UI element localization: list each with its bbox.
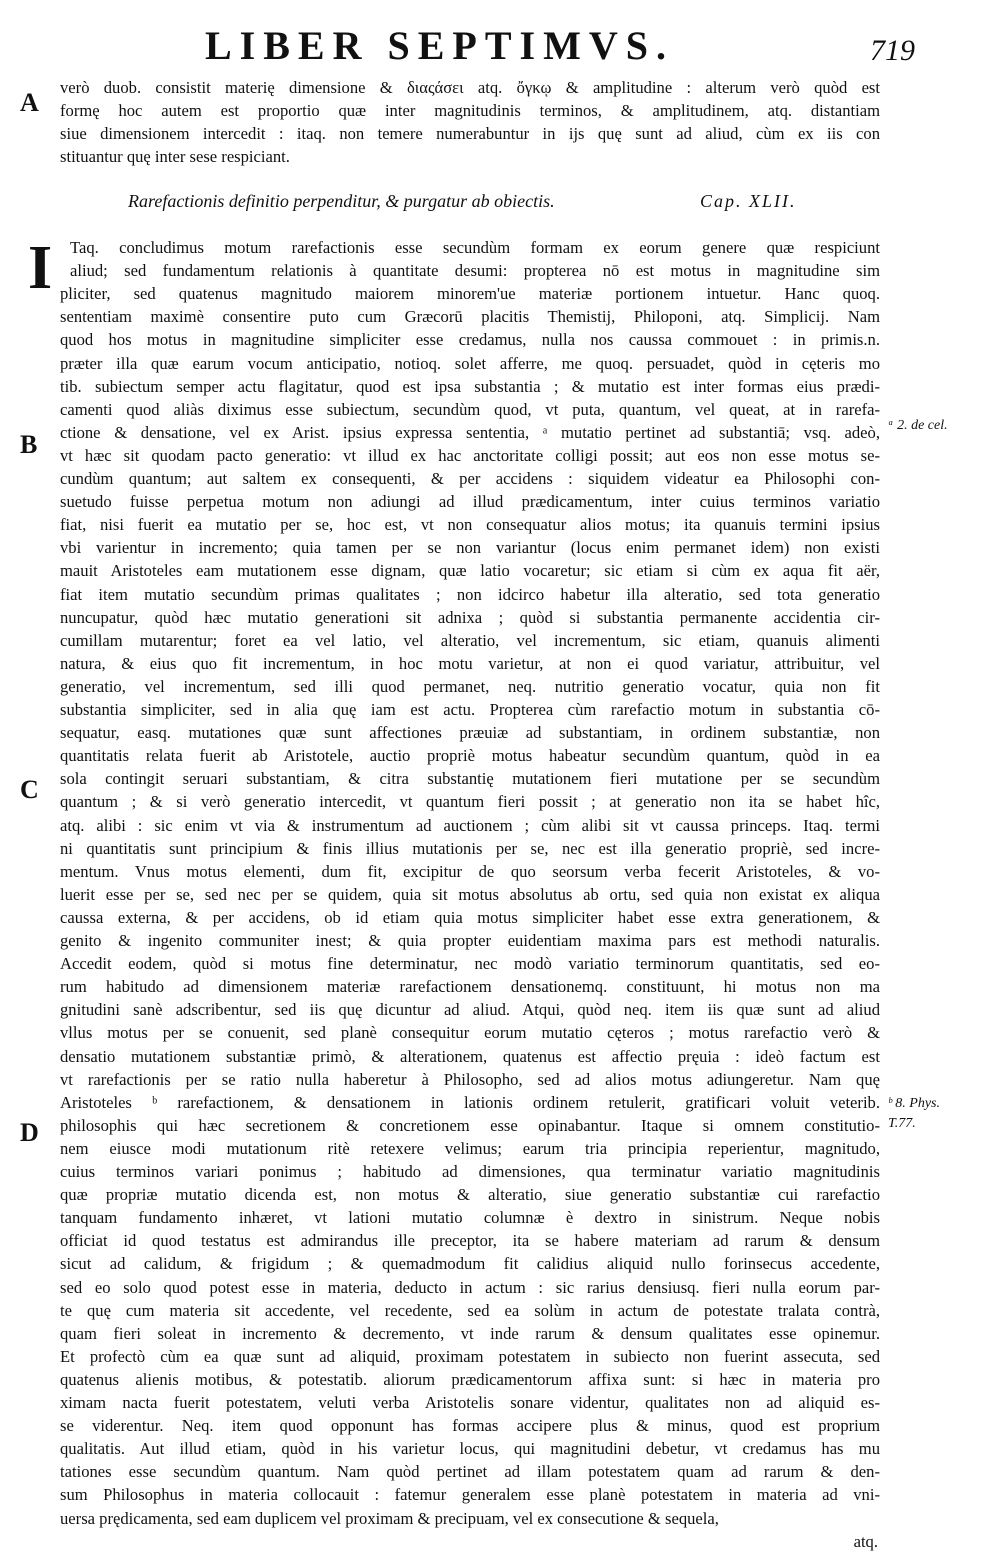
- body-line: ni quantitatis sunt principium & finis illius mutationis per se, nec est illa generatio propriè, sed incre-: [60, 838, 880, 858]
- body-line: camenti quod aliàs diximus esse subiectum, secundùm quod, vt puta, quantum, vel queat, at in rarefa-: [60, 399, 880, 419]
- body-line: ximam nacta fuerit potestatem, veluti verba Aristotelis sonare videntur, qualitates non ad aliquid es-: [60, 1393, 880, 1412]
- page-number: 719: [870, 34, 915, 67]
- body-line: pliciter, sed quatenus magnitudo maiorem minorem'ue materiæ portionem intuetur. Hanc quoq.: [60, 284, 880, 304]
- body-line: vbi varientur in incremento; quia tamen per se non variantur (locus enim permanet idem) non existi: [60, 538, 880, 558]
- body-line: sententiam maximè consentire puto cum Græcorū placitis Themistij, Philoponi, atq. Simplicij. Nam: [60, 307, 880, 327]
- body-line: caussa externa, & per accidens, ob id etiam quia motus simpliciter habet esse extra generationem, &: [60, 907, 880, 927]
- body-line: quod hos motus in magnitudine simpliciter esse credamus, nulla nos caussa commouet : in primis.n.: [60, 330, 880, 350]
- drop-cap: I: [28, 234, 53, 302]
- side-note-de-caelo: ᵃ 2. de cel.: [888, 418, 948, 433]
- body-line: mauit Aristoteles eam mutationem esse dignam, quæ latio vocaretur; sic etiam si cùm ex aqua fit aër,: [60, 561, 880, 581]
- body-line: rum habitudo ad dimensionem materiæ rarefactionem densationemq. constituunt, hi motus non ma: [60, 977, 880, 997]
- chapter-number: Cap. XLII.: [700, 191, 797, 211]
- body-line: sum Philosophus in materia collocauit : fatemur generalem esse planè potestatem in materia ad vni-: [60, 1485, 880, 1505]
- body-line: quantitatis relata fuerit ab Aristotele, auctio propriè motus habeatur secundùm quantum, quòd in ea: [60, 746, 880, 766]
- body-line: vt rarefactionis per se ratio nulla haberetur à Philosopho, sed ad alios motus adiungeretur. Nam quę: [60, 1069, 880, 1089]
- margin-letter-b: B: [20, 430, 38, 459]
- margin-letter-d: D: [20, 1118, 39, 1147]
- body-line: sicut ad calidum, & frigidum ; & quemadmodum fit calidius aliquid nullo forinsecus accedente,: [60, 1254, 880, 1274]
- body-line: præter illa quæ earum vocum anticipatio, notioq. solet afferre, me quoq. persuadet, quòd in cęteris mo: [60, 353, 880, 373]
- body-line: uersa prędicamenta, sed eam duplicem vel proximam & precipuam, vel ex consecutione & sequela,: [60, 1508, 719, 1528]
- body-line: aliud; sed fundamentum relationis à quantitate desumi: propterea nō est motus in magnitudine sim: [70, 261, 880, 281]
- intro-line: formę hoc autem est proportio quæ inter magnitudinis terminos, & amplitudinem, atq. distantiam: [60, 101, 880, 120]
- body-line: quantum ; & si verò generatio intercedit, vt quantum fieri possit ; at generatio non ita se habet hîc,: [60, 792, 880, 812]
- body-line: se viderentur. Neq. item quod opponunt has formas accipere plus & minus, quod est proprium: [60, 1416, 880, 1436]
- body-line: philosophis qui hæc secretionem & concretionem esse opinabantur. Itaque si omnem constitutio-: [60, 1115, 880, 1135]
- catchword: atq.: [853, 1531, 878, 1551]
- margin-letter-c: C: [20, 775, 39, 804]
- body-line: cundùm quantum; aut saltem ex consequenti, & per accidens : siquidem videatur ea Philosophi con-: [60, 469, 880, 488]
- body-line: quæ propriæ mutatio dicenda est, non motus & alteratio, siue generatio substantiæ cui rarefactio: [60, 1185, 880, 1205]
- body-line: quatenus alienis motibus, & potestatib. aliorum prædicamentorum affixa sunt: si hæc in materia pro: [60, 1369, 880, 1389]
- body-line: tationes esse secundùm quantum. Nam quòd pertinet ad illam potestatem quam ad rarum & den-: [60, 1462, 880, 1482]
- body-line: cumillam mutarentur; foret ea vel latio, vel alteratio, vel incrementum, sic etiam, quanuis alimenti: [60, 630, 880, 650]
- body-line: luerit esse per se, sed nec per se quidem, quia sit motus absolutus ab ortu, sed quia non existat ex aliqua: [60, 884, 880, 904]
- body-line: fiat, nisi fuerit ea mutatio per se, hoc est, vt non consequatur alios motus; ita quanuis termini ipsius: [60, 515, 880, 535]
- side-note-textus: T.77.: [888, 1116, 916, 1131]
- body-line: Accedit eodem, quòd si motus fine determinatur, nec modò variatio terminorum quantitatis, sed eo-: [60, 954, 880, 974]
- body-line: tib. subiectum semper actu flagitatur, quod est ipsa substantia ; & mutatio est inter formas eius prædi-: [60, 376, 880, 396]
- body-line: nuncupatur, quòd hæc mutatio generationi sit adnixa ; quòd si substantia permanente accidentia cir-: [60, 607, 880, 627]
- body-line: natura, & eius quo fit incrementum, in hoc motu varietur, at non ei quod variatur, attribuitur, vel: [60, 653, 880, 673]
- body-line: substantia simpliciter, sed in alia quę iam est actu. Propterea cùm rarefactio motum in substantia cō-: [60, 700, 880, 719]
- body-line: fiat item mutatio secundùm primas qualitates ; non idcirco habetur illa alteratio, sed tota generatio: [60, 584, 880, 604]
- body-line: quam fieri soleat in incremento & decremento, vt inde rarum & densum qualitates esse opinemur.: [60, 1323, 880, 1343]
- body-line: Taq. concludimus motum rarefactionis esse secundùm formam ex eorum genere quæ respiciunt: [70, 238, 880, 257]
- body-line: atq. alibi : sic enim vt via & instrumentum ad auctionem ; cùm alibi sit vt caussa princeps. Itaq. termi: [60, 815, 880, 835]
- body-line: densatio mutationem substantiæ primò, & alterationem, quatenus est affectio pręuia : ideò factum est: [60, 1046, 880, 1066]
- body-line: qualitatis. Aut illud etiam, quòd in his varietur locus, qui magnitudini debetur, vt credamus has mu: [60, 1439, 880, 1459]
- body-line: cuius terminos variari ponimus ; habitudo ad dimensiones, qua terminatur variatio magnitudinis: [60, 1162, 880, 1181]
- body-line: vllus motus per se conuenit, sed planè consequitur eorum mutatio cęteros ; motus rarefactio verò &: [60, 1023, 880, 1043]
- body-line: suetudo fuisse perpetua motum non adiungi ad illud prædicamentum, inter cuius terminos variatio: [60, 492, 880, 512]
- body-line: officiat id quod testatus est admirandus ille preceptor, ita se habere materiam ad rarum & densum: [60, 1231, 880, 1251]
- intro-line: stituantur quę inter sese respiciant.: [60, 147, 290, 166]
- body-line: nem eiusce modi mutationum ritè retexere velimus; earum tria principia reperientur, magnitudo,: [60, 1138, 880, 1158]
- margin-letter-a: A: [20, 88, 39, 117]
- side-note-physics: ᵇ 8. Phys.: [888, 1096, 940, 1111]
- section-title: Rarefactionis definitio perpenditur, & purgatur ab obiectis.: [128, 191, 555, 211]
- intro-line: verò duob. consistit materię dimensione & διαςάσει atq. ὄγκῳ & amplitudine : alterum verò quòd est: [60, 78, 880, 97]
- intro-line: siue dimensionem intercedit : itaq. non temere numerabuntur in ijs quę sunt ad aliud, cùm ex iis con: [60, 124, 880, 143]
- body-line: sed eo solo quod potest esse in materia, deducto in actum : sic rarius densiusq. fieri nulla eorum par-: [60, 1277, 880, 1297]
- body-line: gnitudini sanè adscribentur, sed iis quę dicuntur ad aliud. Atqui, quòd neq. item iis quæ sunt ad aliud: [60, 1000, 880, 1020]
- body-line: sequatur, easq. mutationes quæ sunt affectiones præuiæ ad substantiam, in ordinem substantiæ, non: [60, 723, 880, 743]
- body-line: mentum. Vnus motus elementi, dum fit, excipitur de quo seorsum verba fecerit Aristoteles, & vo-: [60, 861, 880, 881]
- running-title: LIBER SEPTIMVS.: [205, 23, 674, 68]
- body-line: genito & ingenito communiter inest; & quia propter euidentiam maxima pars est methodi naturalis.: [60, 931, 880, 950]
- body-line: generatio, vel incrementum, sed illi quod permanet, neq. nutritio generatio vocatur, quia non fit: [60, 676, 880, 696]
- body-line: tanquam fundamento inhæret, vt lationi mutatio columnæ è dextro in sinistrum. Neque nobis: [60, 1208, 880, 1228]
- body-line: te quę cum materia sit accedente, vel recedente, sed ea solùm in actum de potestate tralata contrà,: [60, 1300, 880, 1320]
- body-line: Et profectò cùm ea quæ sunt ad aliquid, proximam potestatem in subiecto non fuerint assecuta, sed: [60, 1346, 880, 1366]
- body-line: sola contingit seruari substantiam, & citra substantię mutationem fieri mutatione per se secundùm: [60, 769, 880, 789]
- body-line: ctione & densatione, vel ex Arist. ipsius expressa sententia, ᵃ mutatio pertinet ad substantiā; vsq. adeò,: [60, 422, 880, 442]
- body-line: vt hæc sit quodam pacto generatio: vt illud ex hac anctoritate colligi possit; aut eos non esse motus se-: [60, 445, 880, 465]
- body-line: Aristoteles ᵇ rarefactionem, & densationem in lationis ordinem retulerit, gratificari voluit veterib.: [60, 1092, 880, 1112]
